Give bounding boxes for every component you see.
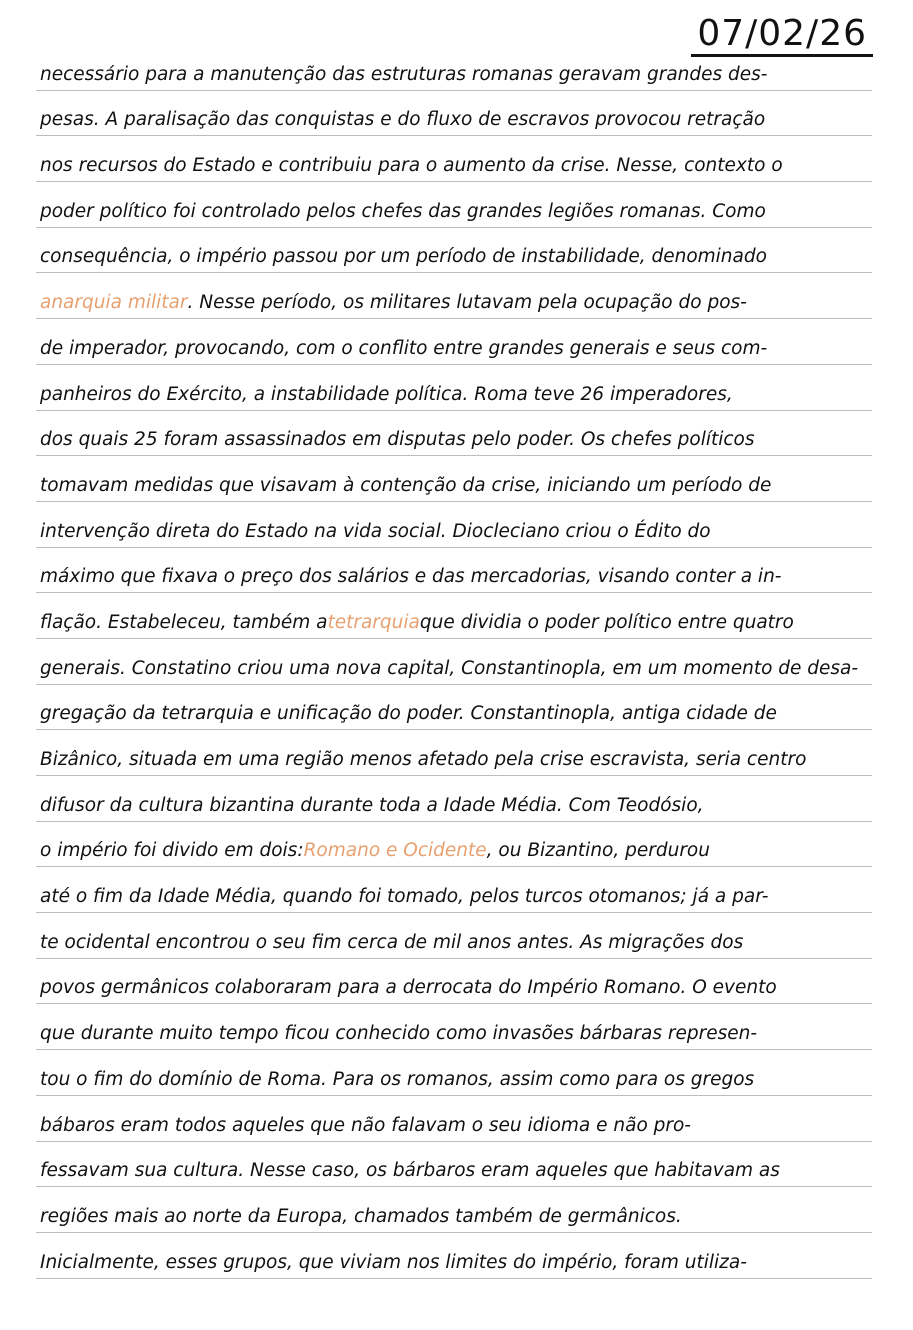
text-line — [36, 548, 872, 594]
text-line — [36, 867, 872, 913]
text-line — [36, 456, 872, 502]
text-line — [36, 1233, 872, 1279]
text-line — [36, 228, 872, 274]
line-text: até o fim da Idade Média, quando foi tomado, pelos turcos otomanos; já a par- — [40, 886, 769, 908]
text-line — [36, 822, 872, 868]
line-text: flação. Estabeleceu, também a — [40, 611, 328, 633]
line-text: te ocidental encontrou o seu fim cerca de mil anos antes. As migrações dos — [40, 931, 744, 953]
page-date: 07/02/26 — [691, 14, 873, 57]
text-line — [36, 45, 872, 91]
line-text: Inicialmente, esses grupos, que viviam nos limites do império, foram utiliza- — [40, 1251, 747, 1273]
text-line — [36, 319, 872, 365]
line-text: o império foi divido em dois: — [40, 840, 304, 862]
text-line — [36, 1096, 872, 1142]
text-line — [36, 593, 872, 639]
highlighted-term: Romano e Ocidente — [303, 840, 487, 862]
highlighted-term: anarquia militar — [40, 292, 188, 314]
line-text: gregação da tetrarquia e unificação do poder. Constantinopla, antiga cidade de — [40, 703, 777, 725]
line-text: consequência, o império passou por um período de instabilidade, denominado — [40, 246, 767, 268]
line-text: tou o fim do domínio de Roma. Para os romanos, assim como para os gregos — [40, 1068, 755, 1090]
line-text: tomavam medidas que visavam à contenção da crise, iniciando um período de — [40, 474, 772, 496]
line-text: que durante muito tempo ficou conhecido como invasões bárbaras represen- — [40, 1023, 758, 1045]
line-text: difusor da cultura bizantina durante toda a Idade Média. Com Teodósio, — [40, 794, 704, 816]
text-line — [36, 959, 872, 1005]
line-text: povos germânicos colaboraram para a derrocata do Império Romano. O evento — [40, 977, 777, 999]
line-text: dos quais 25 foram assassinados em disputas pelo poder. Os chefes políticos — [40, 429, 755, 451]
text-line — [36, 182, 872, 228]
text-line — [36, 685, 872, 731]
line-text: intervenção direta do Estado na vida social. Diocleciano criou o Édito do — [40, 520, 711, 542]
line-text: , ou Bizantino, perdurou — [486, 840, 710, 862]
highlighted-term: tetrarquia — [327, 611, 420, 633]
line-text: poder político foi controlado pelos chefes das grandes legiões romanas. Como — [40, 200, 766, 222]
line-text: . Nesse período, os militares lutavam pela ocupação do pos- — [187, 292, 747, 314]
line-text: generais. Constatino criou uma nova capital, Constantinopla, em um momento de desa- — [40, 657, 859, 679]
line-text: panheiros do Exército, a instabilidade política. Roma teve 26 imperadores, — [40, 383, 733, 405]
text-line — [36, 639, 872, 685]
text-line — [36, 502, 872, 548]
line-text: necessário para a manutenção das estruturas romanas geravam grandes des- — [40, 63, 768, 85]
text-line — [36, 411, 872, 457]
line-text: regiões mais ao norte da Europa, chamados também de germânicos. — [40, 1205, 682, 1227]
text-line — [36, 1187, 872, 1233]
handwritten-text-block — [36, 45, 872, 1279]
text-line — [36, 273, 872, 319]
line-text: que dividia o poder político entre quatro — [419, 611, 794, 633]
text-line — [36, 1004, 872, 1050]
text-line — [36, 365, 872, 411]
text-line — [36, 913, 872, 959]
line-text: máximo que fixava o preço dos salários e das mercadorias, visando conter a in- — [40, 566, 782, 588]
text-line — [36, 1050, 872, 1096]
line-text: bábaros eram todos aqueles que não falavam o seu idioma e não pro- — [40, 1114, 691, 1136]
line-text: fessavam sua cultura. Nesse caso, os bárbaros eram aqueles que habitavam as — [40, 1160, 780, 1182]
text-line — [36, 1142, 872, 1188]
line-text: de imperador, provocando, com o conflito entre grandes generais e seus com- — [40, 337, 768, 359]
line-text: Bizânico, situada em uma região menos afetado pela crise escravista, seria centro — [40, 749, 807, 770]
line-text: nos recursos do Estado e contribuiu para o aumento da crise. Nesse, contexto o — [40, 155, 783, 177]
text-line — [36, 136, 872, 182]
line-text: pesas. A paralisação das conquistas e do fluxo de escravos provocou retração — [40, 109, 766, 131]
text-line — [36, 91, 872, 137]
text-line — [36, 776, 872, 822]
text-line — [36, 730, 872, 776]
